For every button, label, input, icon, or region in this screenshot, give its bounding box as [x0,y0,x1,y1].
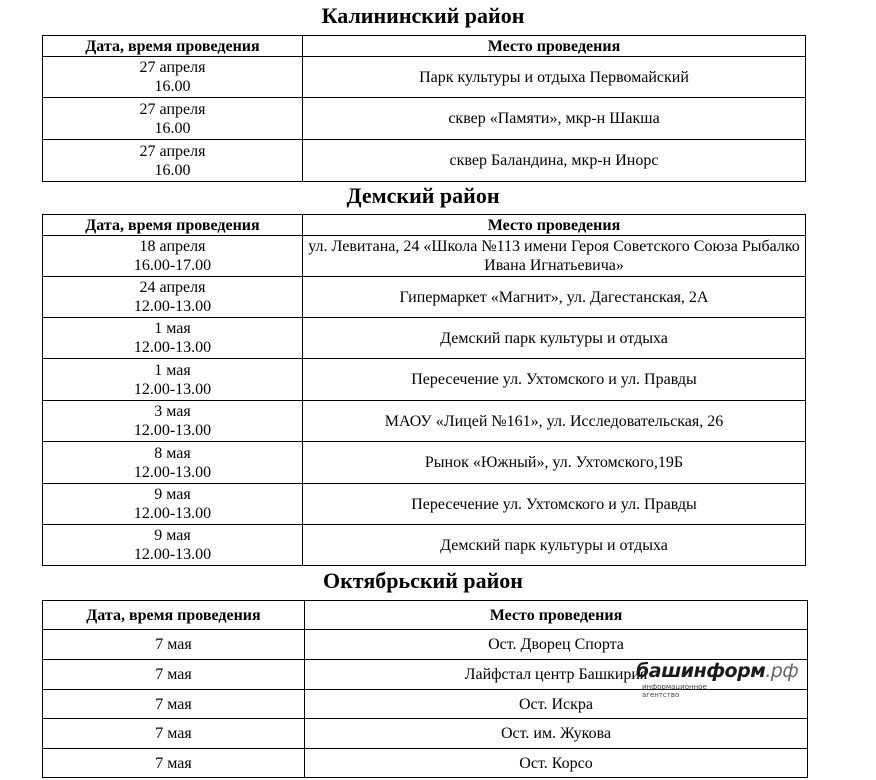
date-cell: 7 мая [43,630,305,660]
date-cell [43,140,303,182]
place-cell: Парк культуры и отдыха Первомайский [303,57,806,98]
section-title-oktyabrsky: Октябрьский район [323,568,523,593]
date-cell: 7 мая [43,660,305,690]
place-cell: ул. Левитана, 24 «Школа №113 имени Героя Советского Союза Рыбалко Ивана Игнатьевича» [303,236,806,277]
time-text: 12.00-13.00 [133,298,212,315]
schedule-table-demsky [42,214,806,566]
column-header-place: Место проведения [303,36,806,57]
table-row [43,749,808,778]
place-cell: Гипермаркет «Магнит», ул. Дагестанская, 2А [303,277,806,318]
table-header-row [43,36,806,57]
date-cell [43,525,303,566]
place-cell: Ост. Дворец Спорта [305,630,808,660]
logo-domain-text: .рф [765,660,799,682]
time-text: 12.00-13.00 [133,546,212,563]
place-cell: Демский парк культуры и отдыха [303,318,806,359]
schedule-table-kalininsky [42,35,806,182]
table-row [43,442,806,484]
table-header-row [43,601,808,630]
time-text: 16.00 [154,161,191,179]
date-text: 8 мая [154,444,191,462]
place-cell: сквер Баландина, мкр-н Инорс [303,140,806,182]
place-cell: МАОУ «Лицей №161», ул. Исследовательская, 26 [303,401,806,442]
date-text: 27 апреля [139,142,206,160]
time-text: 12.00-13.00 [133,380,212,398]
table-row [43,57,806,98]
date-cell [43,442,303,484]
date-cell: 7 мая [43,690,305,719]
place-cell: Рынок «Южный», ул. Ухтомского,19Б [303,442,806,484]
date-cell [43,484,303,525]
table-header-row [43,215,806,236]
time-text: 16.00 [154,78,191,95]
time-text: 12.00-13.00 [133,339,212,356]
column-header-date: Дата, время проведения [43,215,303,236]
date-text: 27 апреля [139,100,206,118]
date-text: 9 мая [154,527,191,544]
time-text: 12.00-13.00 [133,505,212,522]
table-row [43,318,806,359]
date-text: 3 мая [154,403,191,420]
time-text: 12.00-13.00 [133,422,212,439]
column-header-place: Место проведения [303,215,806,236]
date-cell [43,318,303,359]
date-text: 1 мая [154,361,191,379]
table-row [43,719,808,749]
column-header-place: Место проведения [305,601,808,630]
date-text: 24 апреля [139,279,206,296]
date-text: 18 апреля [139,238,206,255]
date-text: 1 мая [154,320,191,337]
table-row [43,140,806,182]
date-cell [43,359,303,401]
table-row [43,98,806,140]
place-cell: Ост. Искра [305,690,808,719]
date-cell: 7 мая [43,719,305,749]
logo-subtitle: информационное агентство [642,683,707,699]
column-header-date: Дата, время проведения [43,36,303,57]
table-row [43,525,806,566]
date-cell [43,57,303,98]
place-cell: Пересечение ул. Ухтомского и ул. Правды [303,359,806,401]
time-text: 12.00-13.00 [133,463,212,481]
date-text: 27 апреля [139,59,206,76]
date-cell [43,236,303,277]
date-cell [43,401,303,442]
section-title-demsky: Демский район [346,183,500,208]
table-row [43,484,806,525]
table-row [43,630,808,660]
table-row [43,236,806,277]
table-row [43,359,806,401]
table-row [43,401,806,442]
place-cell: Ост. им. Жукова [305,719,808,749]
section-title-kalininsky: Калининский район [321,3,525,28]
bashinform-watermark-logo [636,660,806,700]
place-cell: Пересечение ул. Ухтомского и ул. Правды [303,484,806,525]
place-cell: сквер «Памяти», мкр-н Шакша [303,98,806,140]
date-text: 9 мая [154,486,191,503]
logo-main-text: башинформ [636,660,766,682]
column-header-date: Дата, время проведения [43,601,305,630]
place-cell: Ост. Корсо [305,749,808,778]
table-row [43,277,806,318]
place-cell: Лайфстал центр Башкирия [305,660,808,690]
date-cell: 7 мая [43,749,305,778]
logo-wordmark [636,660,798,682]
date-cell [43,277,303,318]
place-cell: Демский парк культуры и отдыха [303,525,806,566]
date-cell [43,98,303,140]
time-text: 16.00-17.00 [133,257,212,274]
time-text: 16.00 [154,119,191,137]
